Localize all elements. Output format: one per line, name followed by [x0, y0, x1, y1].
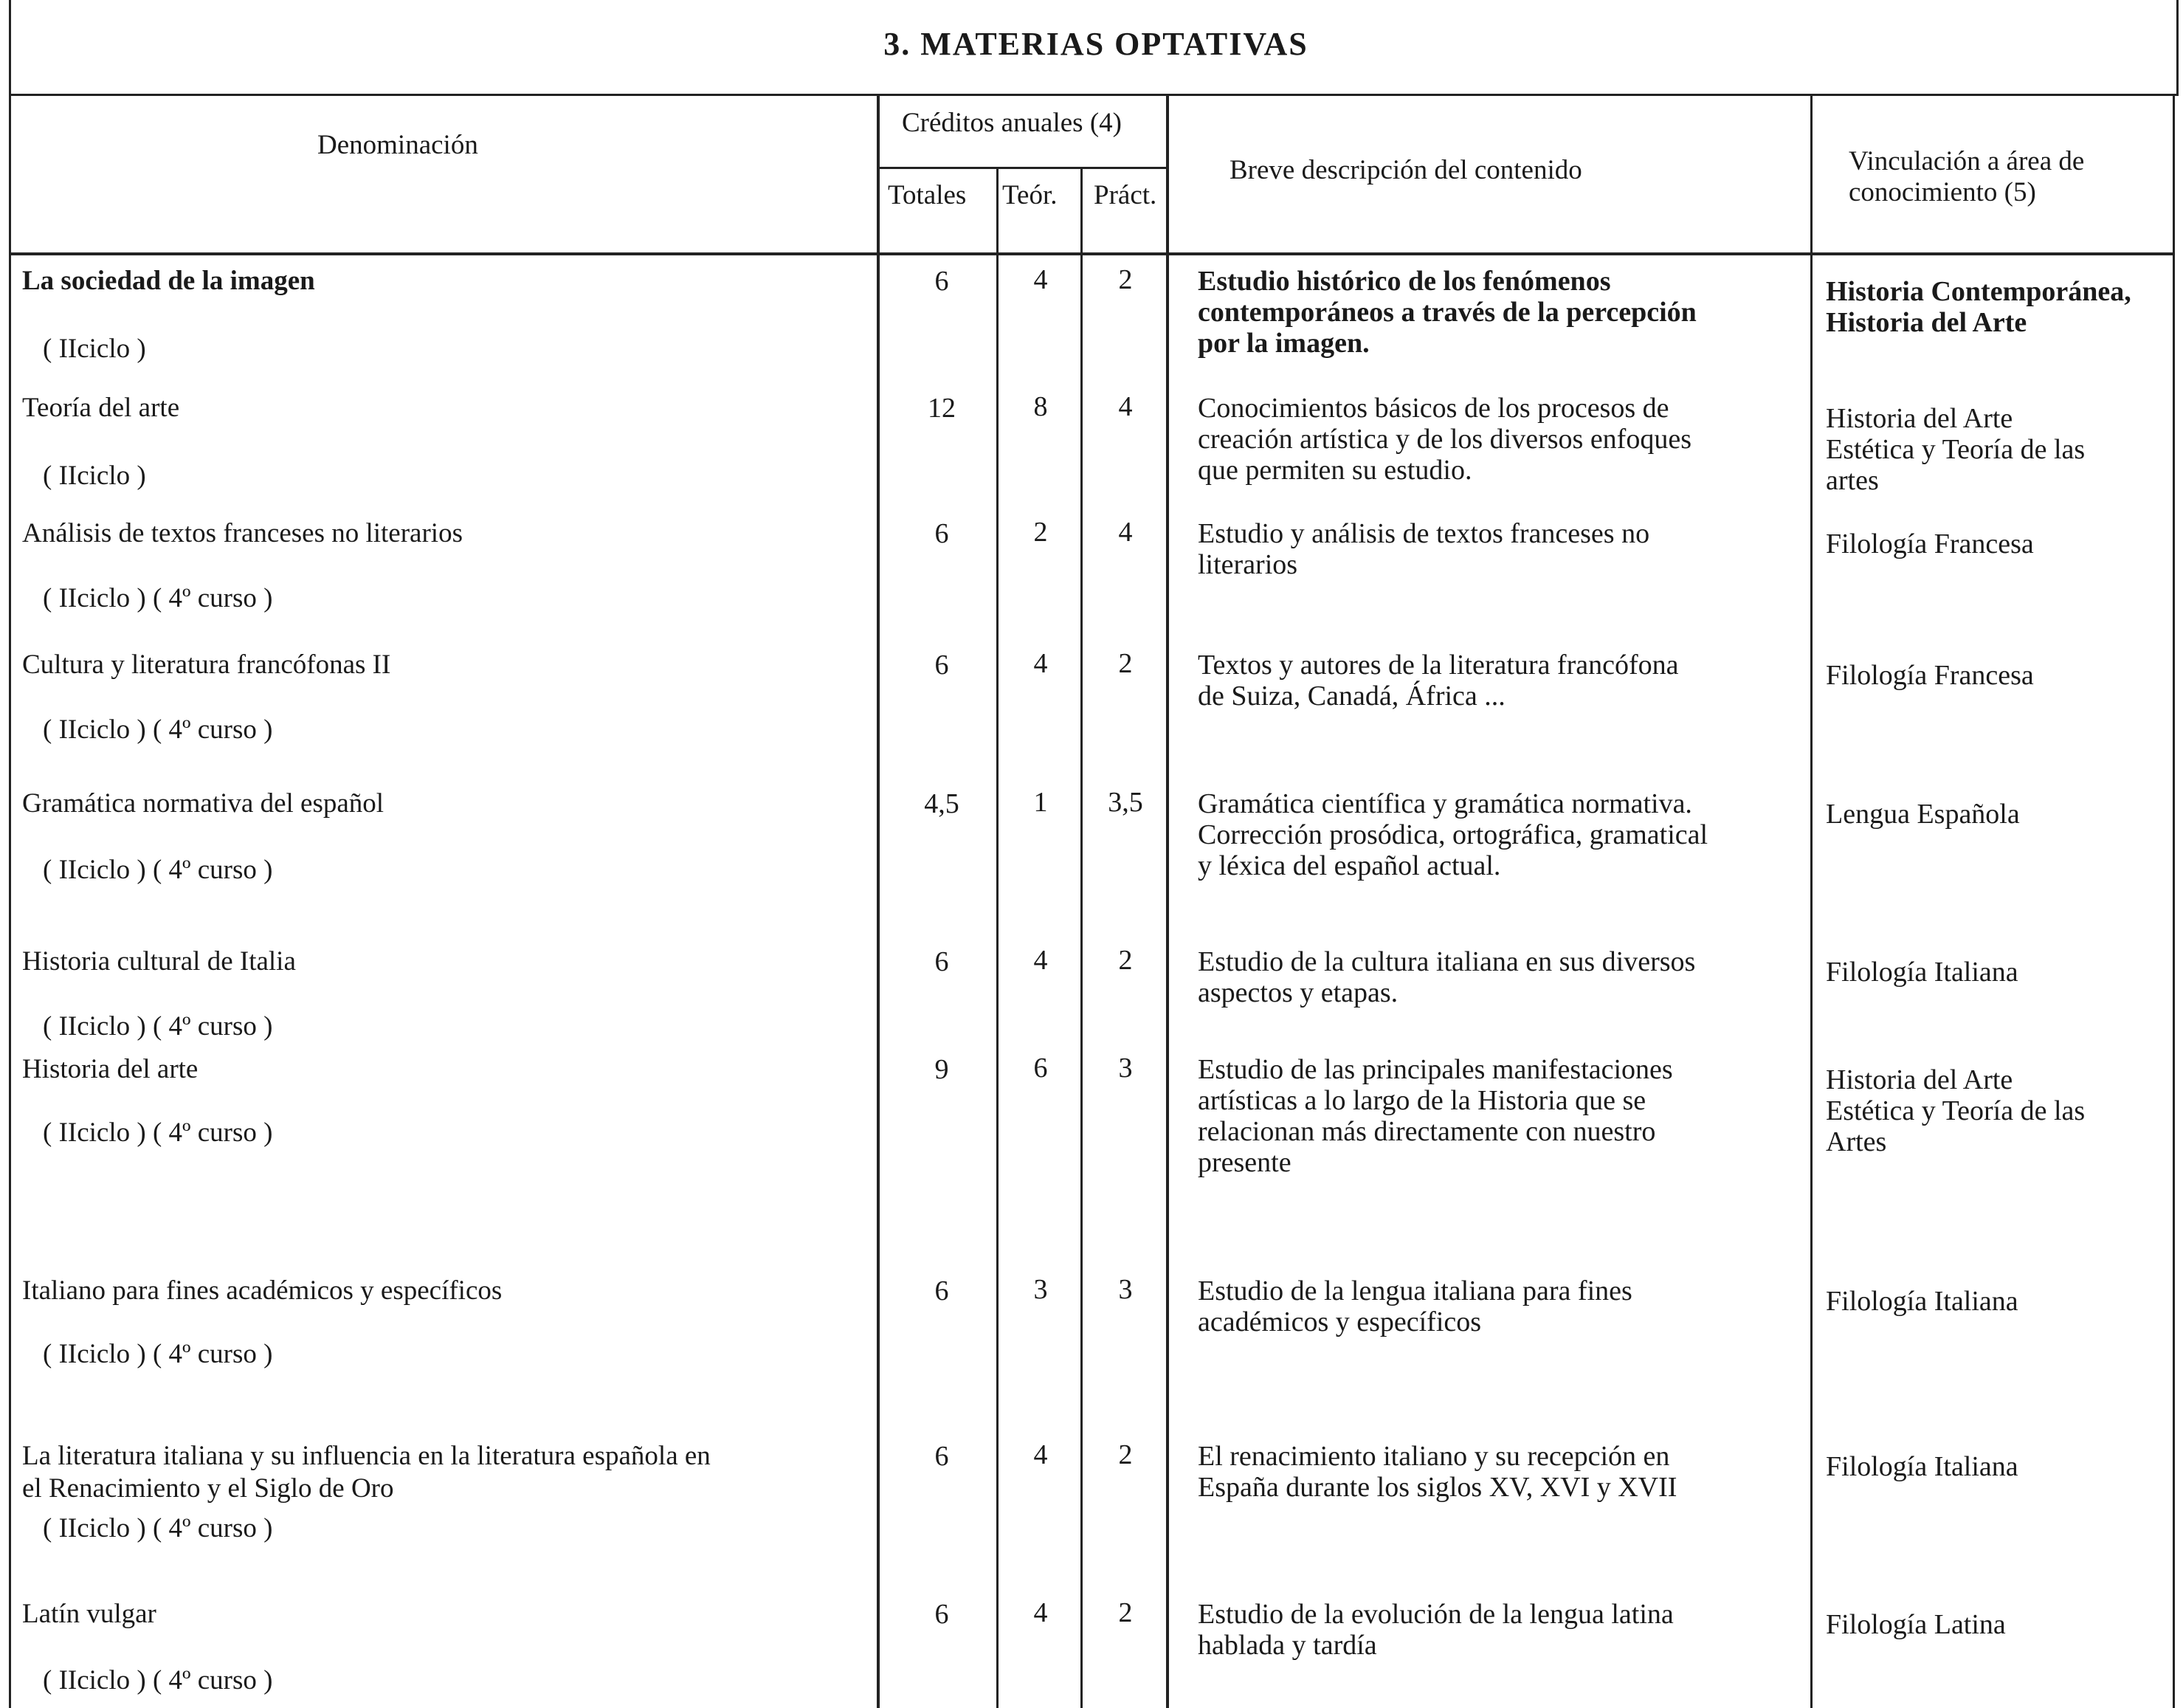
header-descripcion: Breve descripción del contenido: [1230, 155, 1582, 185]
row-cycle: ( IIciclo ) ( 4º curso ): [43, 1118, 273, 1148]
cell-area: Historia del Arte: [1826, 1064, 2013, 1095]
cell-description: Estudio de la lengua italiana para fines: [1198, 1275, 1632, 1306]
cell-description: Textos y autores de la literatura francófona: [1198, 650, 1679, 681]
row-name: Latín vulgar: [22, 1599, 156, 1629]
column-rule: [877, 94, 880, 1708]
column-rule: [2173, 94, 2175, 1708]
cell-pract: 2: [1118, 264, 1133, 295]
cell-totales: 6: [934, 1441, 949, 1472]
cell-description: que permiten su estudio.: [1198, 455, 1472, 486]
cell-description: presente: [1198, 1147, 1291, 1178]
cell-description: España durante los siglos XV, XVI y XVII: [1198, 1472, 1677, 1503]
row-rule: [877, 167, 1169, 169]
row-name: Historia del arte: [22, 1054, 199, 1084]
cell-pract: 2: [1118, 1439, 1133, 1470]
cell-description: Estudio histórico de los fenómenos: [1198, 266, 1611, 297]
header-totales: Totales: [888, 180, 967, 210]
cell-pract: 2: [1118, 648, 1133, 679]
cell-pract: 3: [1118, 1053, 1133, 1084]
cell-description: de Suiza, Canadá, África ...: [1198, 681, 1506, 712]
cell-area: Filología Italiana: [1826, 1286, 2018, 1317]
cell-description: aspectos y etapas.: [1198, 977, 1399, 1008]
row-name: Cultura y literatura francófonas II: [22, 650, 391, 680]
cell-area: Filología Italiana: [1826, 957, 2018, 988]
cell-description: Gramática científica y gramática normativa.: [1198, 788, 1692, 819]
cell-description: Corrección prosódica, ortográfica, gramatical: [1198, 819, 1708, 850]
row-name: Historia cultural de Italia: [22, 946, 296, 977]
row-cycle: ( IIciclo ) ( 4º curso ): [43, 583, 273, 613]
cell-totales: 12: [928, 393, 956, 424]
cell-teor: 4: [1033, 648, 1048, 679]
cell-description: creación artística y de los diversos enfoques: [1198, 424, 1691, 455]
header-vinculacion-line2: conocimiento (5): [1849, 177, 2036, 207]
row-cycle: ( IIciclo ): [43, 334, 146, 364]
title-box: [9, 0, 2179, 96]
cell-pract: 2: [1118, 1597, 1133, 1628]
cell-teor: 2: [1033, 517, 1048, 548]
cell-area: Filología Italiana: [1826, 1451, 2018, 1482]
cell-description: por la imagen.: [1198, 328, 1370, 359]
cell-area: Filología Francesa: [1826, 528, 2034, 559]
cell-totales: 6: [934, 946, 949, 977]
row-name: el Renacimiento y el Siglo de Oro: [22, 1473, 394, 1504]
column-rule: [1810, 94, 1813, 1708]
row-name: La sociedad de la imagen: [22, 266, 315, 296]
header-creditos: Créditos anuales (4): [902, 108, 1122, 138]
cell-description: El renacimiento italiano y su recepción en: [1198, 1441, 1670, 1472]
cell-totales: 4,5: [924, 788, 959, 819]
cell-pract: 3,5: [1108, 787, 1143, 818]
cell-description: relacionan más directamente con nuestro: [1198, 1116, 1656, 1147]
row-cycle: ( IIciclo ): [43, 461, 146, 491]
row-cycle: ( IIciclo ) ( 4º curso ): [43, 855, 273, 885]
cell-teor: 1: [1033, 787, 1048, 818]
cell-pract: 4: [1118, 517, 1133, 548]
cell-description: Estudio de las principales manifestaciones: [1198, 1054, 1673, 1085]
cell-teor: 4: [1033, 1597, 1048, 1628]
cell-teor: 4: [1033, 264, 1048, 295]
header-vinculacion-line1: Vinculación a área de: [1849, 146, 2085, 176]
column-rule: [9, 0, 11, 1708]
cell-area: Filología Latina: [1826, 1609, 2006, 1640]
header-pract: Práct.: [1094, 180, 1157, 210]
row-cycle: ( IIciclo ) ( 4º curso ): [43, 714, 273, 745]
cell-area: Lengua Española: [1826, 799, 2020, 830]
row-name: Análisis de textos franceses no literarios: [22, 518, 463, 548]
cell-teor: 8: [1033, 391, 1048, 422]
cell-description: Estudio de la cultura italiana en sus diversos: [1198, 946, 1696, 977]
cell-description: artísticas a lo largo de la Historia que se: [1198, 1085, 1646, 1116]
cell-description: y léxica del español actual.: [1198, 850, 1501, 881]
cell-area: Estética y Teoría de las: [1826, 1095, 2086, 1126]
row-cycle: ( IIciclo ) ( 4º curso ): [43, 1011, 273, 1041]
cell-description: Estudio de la evolución de la lengua latina: [1198, 1599, 1674, 1630]
cell-description: académicos y específicos: [1198, 1306, 1482, 1337]
cell-teor: 6: [1033, 1053, 1048, 1084]
row-name: Teoría del arte: [22, 393, 180, 423]
cell-teor: 4: [1033, 945, 1048, 976]
cell-pract: 2: [1118, 945, 1133, 976]
cell-teor: 4: [1033, 1439, 1048, 1470]
row-name: Gramática normativa del español: [22, 788, 384, 819]
cell-description: contemporáneos a través de la percepción: [1198, 297, 1697, 328]
cell-area: Estética y Teoría de las: [1826, 434, 2086, 465]
row-cycle: ( IIciclo ) ( 4º curso ): [43, 1665, 273, 1695]
cell-teor: 3: [1033, 1274, 1048, 1305]
cell-area: Historia del Arte: [1826, 403, 2013, 434]
cell-area: artes: [1826, 465, 1879, 496]
cell-totales: 6: [934, 1599, 949, 1630]
cell-totales: 6: [934, 650, 949, 681]
cell-totales: 6: [934, 518, 949, 549]
row-name: Italiano para fines académicos y específicos: [22, 1275, 503, 1306]
cell-area: Historia Contemporánea,: [1826, 276, 2131, 307]
row-rule: [9, 252, 2175, 255]
header-teor: Teór.: [1002, 180, 1058, 210]
cell-totales: 9: [934, 1054, 949, 1085]
cell-pract: 3: [1118, 1274, 1133, 1305]
row-cycle: ( IIciclo ) ( 4º curso ): [43, 1513, 273, 1543]
cell-description: hablada y tardía: [1198, 1630, 1377, 1661]
cell-area: Filología Francesa: [1826, 660, 2034, 691]
cell-description: Conocimientos básicos de los procesos de: [1198, 393, 1669, 424]
cell-area: Artes: [1826, 1126, 1887, 1157]
row-cycle: ( IIciclo ) ( 4º curso ): [43, 1339, 273, 1369]
cell-area: Historia del Arte: [1826, 307, 2027, 338]
cell-totales: 6: [934, 266, 949, 297]
cell-pract: 4: [1118, 391, 1133, 422]
cell-description: Estudio y análisis de textos franceses no: [1198, 518, 1650, 549]
cell-description: literarios: [1198, 549, 1298, 580]
cell-totales: 6: [934, 1275, 949, 1306]
page-title: 3. MATERIAS OPTATIVAS: [883, 26, 1308, 62]
header-denominacion: Denominación: [317, 130, 478, 160]
row-name: La literatura italiana y su influencia en la literatura española en: [22, 1441, 711, 1471]
